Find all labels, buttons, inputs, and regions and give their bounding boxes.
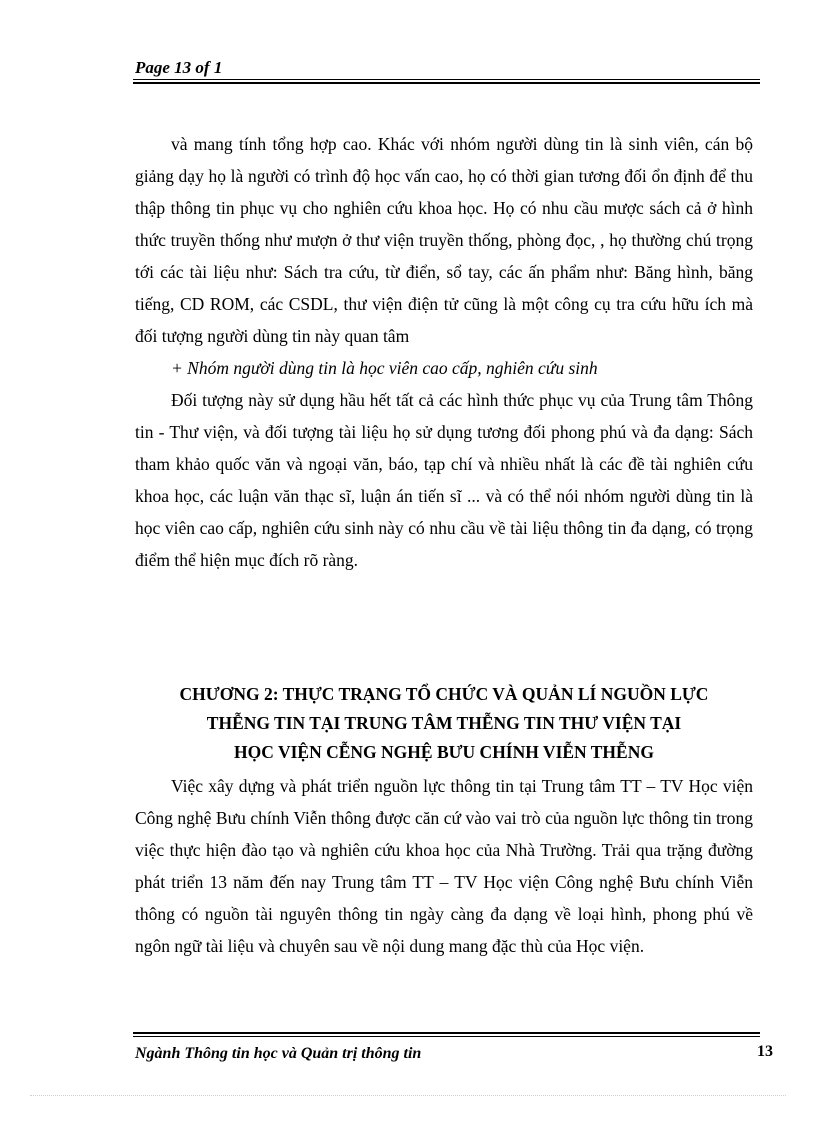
footer-title: Ngành Thông tin học và Quản trị thông tin: [135, 1045, 422, 1062]
subheading-graduate-students: + Nhóm người dùng tin là học viên cao cấp, nghiên cứu sinh: [171, 358, 598, 378]
chapter-heading-line-1: CHƯƠNG 2: THỰC TRẠNG TỔ CHỨC VÀ QUẢN LÍ NGUỒN LỰC: [179, 684, 709, 704]
paragraph-resource-development: Việc xây dựng và phát triển nguồn lực thông tin tại Trung tâm TT – TV Học viện Công nghệ Bưu chính Viễn thông được căn cứ vào vai trò của nguồn lực thông tin trong việc thực hiện đào tạo và nghiên cứu khoa học của Nhà Trường. Trải qua trặng đường phát triển 13 năm đến nay Trung tâm TT – TV Học viện Công nghệ Bưu chính Viễn thông có nguồn tài nguyên thông tin ngày càng đa dạng về loại hình, phong phú về ngôn ngữ tài liệu và chuyên sau về nội dung mang đặc thù của Học viện.: [135, 776, 753, 956]
footer-rule-top: [133, 1032, 760, 1034]
header-rule-bottom: [133, 82, 760, 84]
chapter-heading: [135, 680, 753, 767]
page-bottom-dotted-divider: [30, 1095, 786, 1096]
page-header-title: Page 13 of 1: [135, 58, 223, 77]
paragraph-lecturers: và mang tính tổng hợp cao. Khác với nhóm người dùng tin là sinh viên, cán bộ giảng dạy họ là người có trình độ học vấn cao, họ có thời gian tương đối ổn định để thu thập thông tin phục vụ cho nghiên cứu khoa học. Họ có nhu cầu mược sách cả ở hình thức truyền thống như mượn ở thư viện truyền thống, phòng đọc, , họ thường chú trọng tới các tài liệu như: Sách tra cứu, từ điển, sổ tay, các ấn phẩm như: Băng hình, băng tiếng, CD ROM, các CSDL, thư viện điện tử cũng là một công cụ tra cứu hữu ích mà đối tượng người dùng tin này quan tâm: [135, 134, 753, 346]
chapter-heading-line-2: THỄNG TIN TẠI TRUNG TÂM THỄNG TIN THƯ VIỆN TẠI: [206, 713, 682, 733]
paragraph-graduate-students: Đối tượng này sử dụng hầu hết tất cả các hình thức phục vụ của Trung tâm Thông tin - Thư viện, và đối tượng tài liệu họ sử dụng tương đối phong phú và đa dạng: Sách tham khảo quốc văn và ngoại văn, báo, tạp chí và nhiều nhất là các đề tài nghiên cứu khoa học, các luận văn thạc sĩ, luận án tiến sĩ ... và có thể nói nhóm người dùng tin là học viên cao cấp, nghiên cứu sinh này có nhu cầu về tài liệu thông tin đa dạng, có trọng điểm thể hiện mục đích rõ ràng.: [135, 390, 753, 570]
section-2: [135, 770, 753, 962]
header-rule-top: [133, 79, 760, 80]
page-number: 13: [757, 1043, 773, 1060]
chapter-heading-line-3: HỌC VIỆN CỄNG NGHỆ BƯU CHÍNH VIỄN THỄNG: [234, 742, 654, 762]
section-1: [135, 128, 753, 576]
footer-rule-bottom: [133, 1036, 760, 1037]
